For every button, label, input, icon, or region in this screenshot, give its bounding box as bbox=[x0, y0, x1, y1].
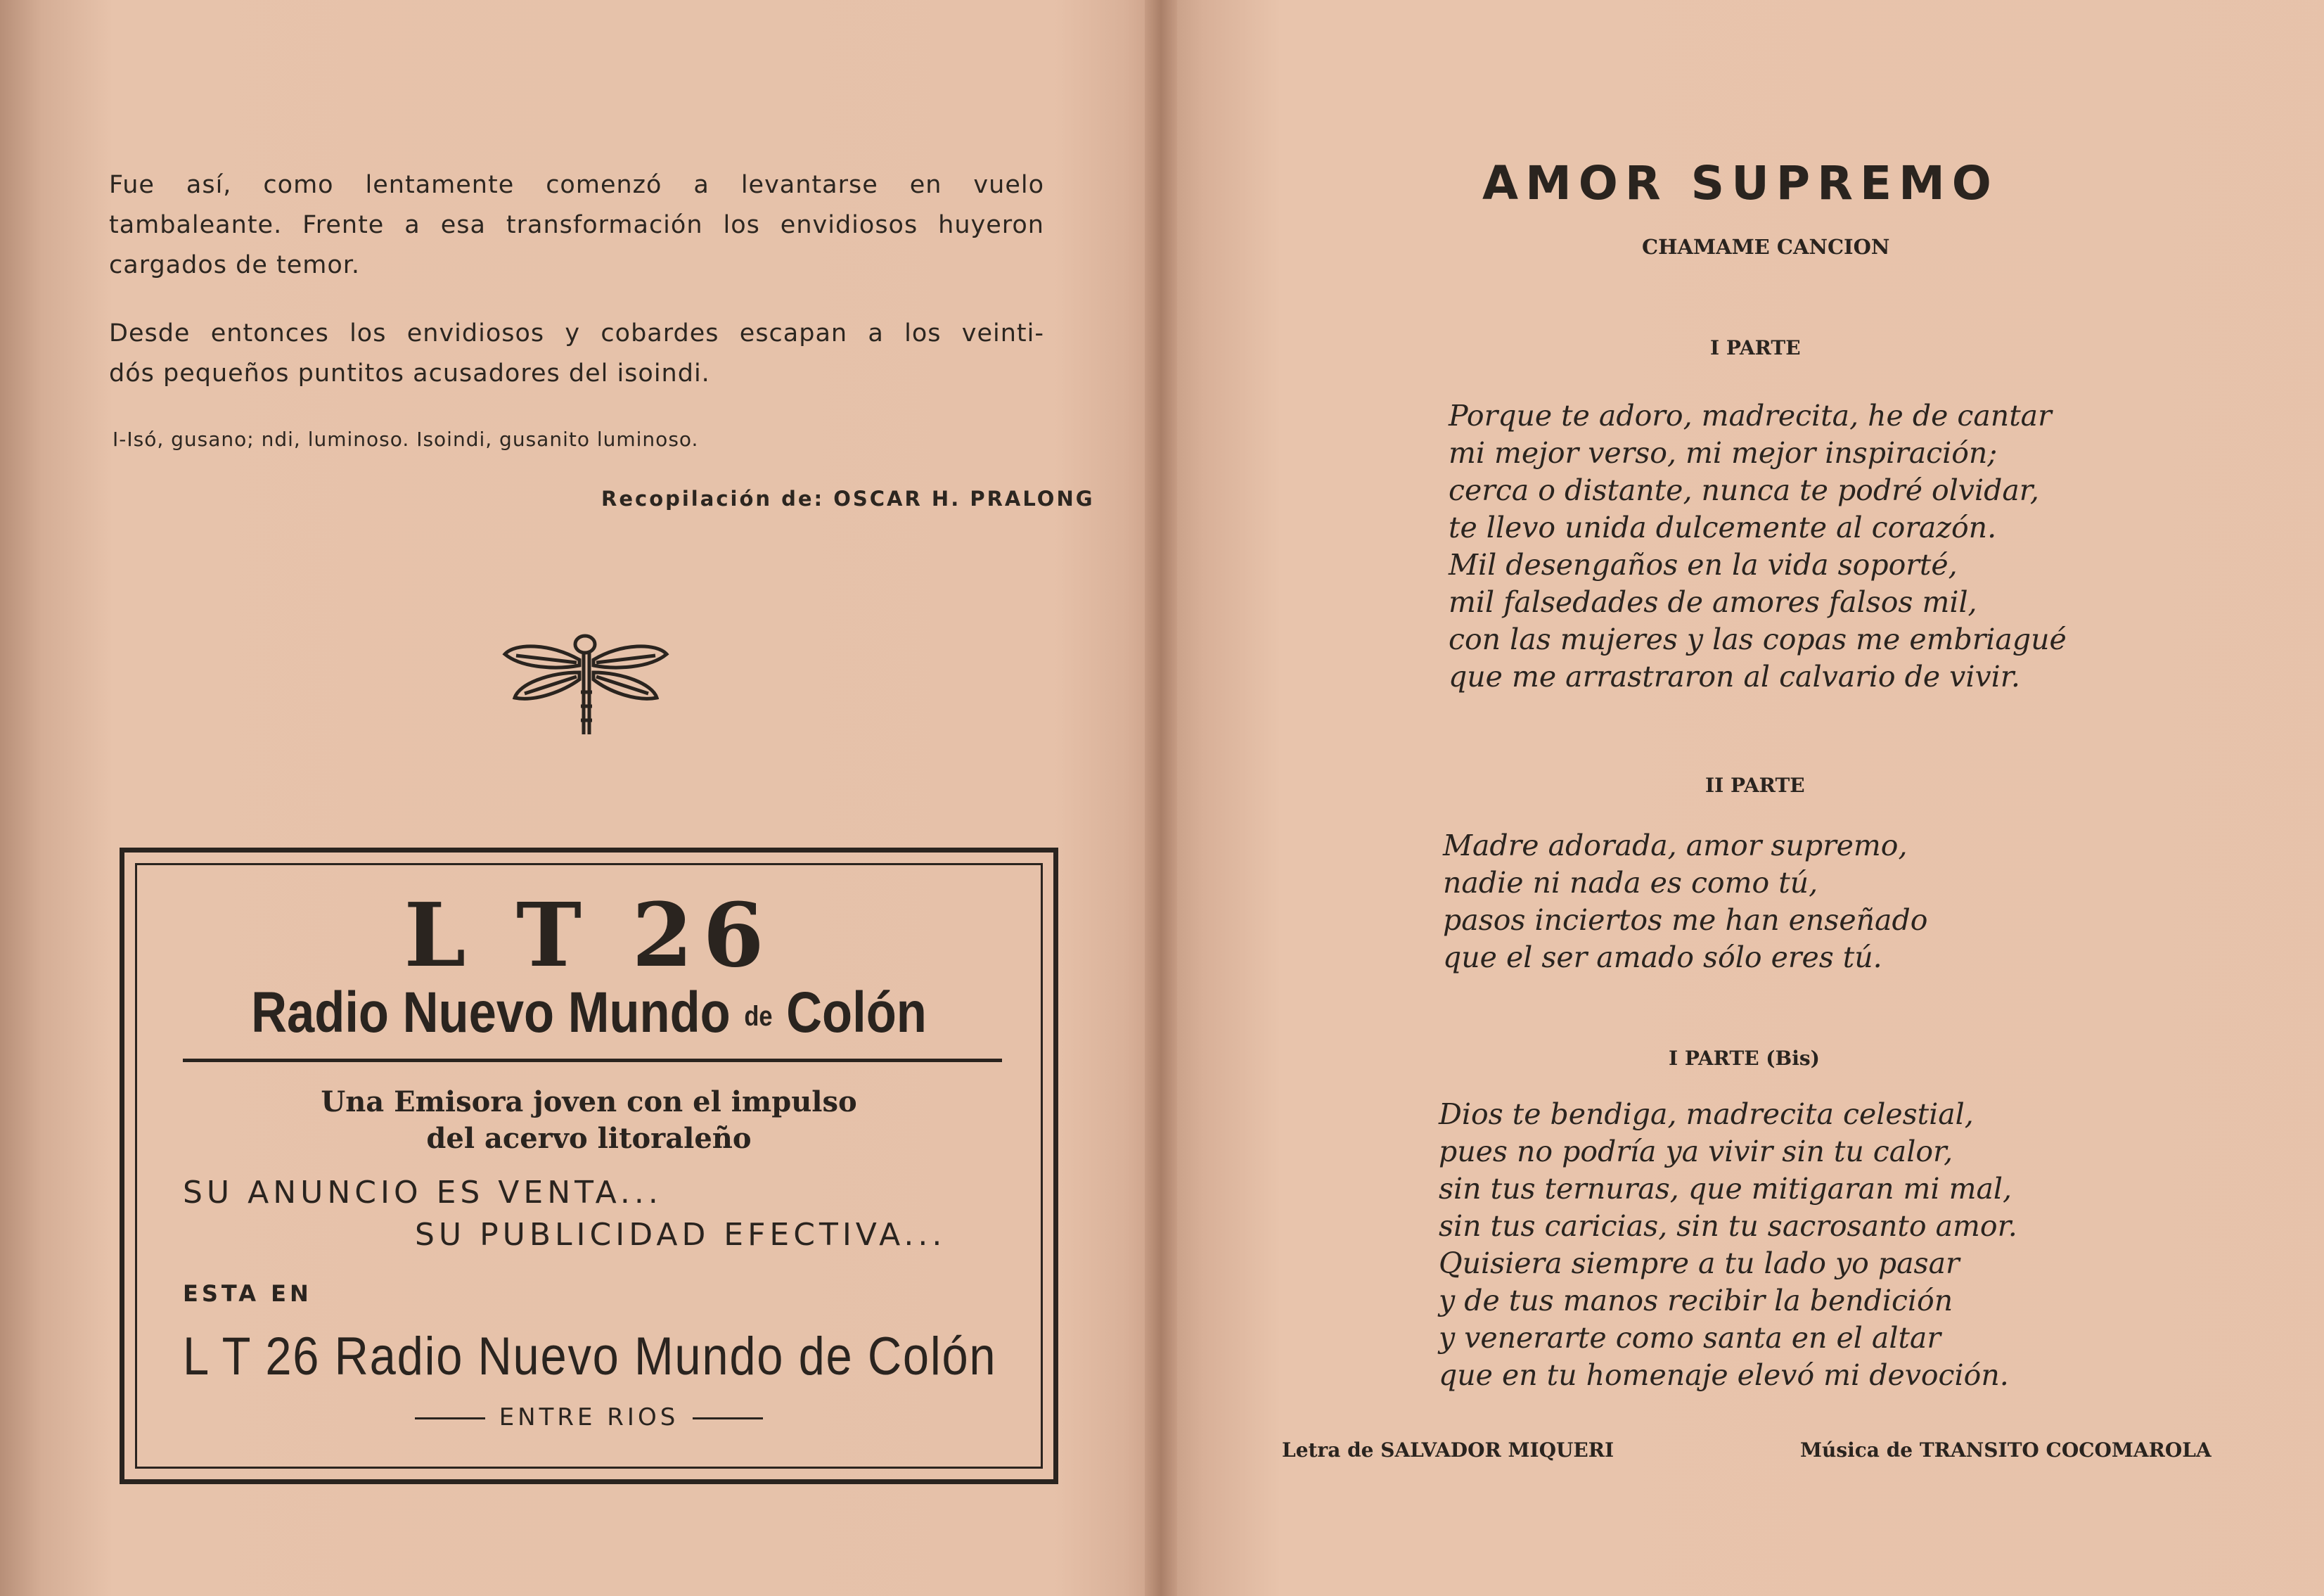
ad-region-dash-left bbox=[415, 1417, 485, 1419]
verse-line: que me arrastraron al calvario de vivir. bbox=[1449, 660, 2020, 694]
verse-line: y de tus manos recibir la bendición bbox=[1439, 1284, 1953, 1317]
verse-line: Mil desengaños en la vida soporté, bbox=[1449, 548, 1958, 582]
ad-tagline-2: del acervo litoraleño bbox=[426, 1122, 752, 1155]
verse-line: pues no podría ya vivir sin tu calor, bbox=[1439, 1135, 1953, 1168]
ad-station-name bbox=[185, 980, 992, 1046]
compilation-credit: Recopilación de: OSCAR H. PRALONG bbox=[601, 487, 1095, 511]
ad-region-label: ENTRE RIOS bbox=[499, 1403, 679, 1431]
verse-line: Porque te adoro, madrecita, he de cantar bbox=[1449, 399, 2052, 433]
verse-line: Quisiera siempre a tu lado yo pasar bbox=[1439, 1246, 1960, 1280]
verse-line: sin tus caricias, sin tu sacrosanto amor. bbox=[1439, 1209, 2017, 1243]
verse-line: cerca o distante, nunca te podré olvidar, bbox=[1449, 473, 2039, 507]
verse-line: Dios te bendiga, madrecita celestial, bbox=[1439, 1097, 1974, 1131]
ad-esta-en: ESTA EN bbox=[183, 1280, 312, 1307]
music-credit: Música de TRANSITO COCOMAROLA bbox=[1800, 1438, 2211, 1462]
verse-line: que en tu homenaje elevó mi devoción. bbox=[1439, 1358, 2009, 1392]
ad-tagline-1: Una Emisora joven con el impulso bbox=[321, 1085, 857, 1118]
verse-line: pasos inciertos me han enseñado bbox=[1443, 903, 1928, 937]
verse-line: mil falsedades de amores falsos mil, bbox=[1449, 585, 1977, 619]
verse-line: te llevo unida dulcemente al corazón. bbox=[1449, 511, 1997, 544]
story-line: dós pequeños puntitos acusadores del isoindi. bbox=[109, 359, 710, 388]
song-title: AMOR SUPREMO bbox=[1482, 156, 1998, 210]
stanza-3 bbox=[1439, 1096, 2017, 1394]
footnote: I-Isó, gusano; ndi, luminoso. Isoindi, gusanito luminoso. bbox=[113, 428, 699, 451]
radio-advertisement bbox=[120, 848, 1058, 1484]
verse-line: sin tus ternuras, que mitigaran mi mal, bbox=[1439, 1172, 2012, 1206]
story-line: tambaleante. Frente a esa transformación los envidiosos huyeron bbox=[109, 211, 1044, 239]
ad-call-sign: L T 26 bbox=[404, 884, 774, 987]
lyrics-credit: Letra de SALVADOR MIQUERI bbox=[1282, 1438, 1614, 1462]
verse-line: Madre adorada, amor supremo, bbox=[1443, 829, 1908, 862]
ad-region-dash-right bbox=[693, 1417, 763, 1419]
story-paragraph-1 bbox=[109, 165, 1044, 286]
verse-line: mi mejor verso, mi mejor inspiración; bbox=[1449, 436, 1998, 470]
ad-divider bbox=[183, 1059, 1002, 1062]
stanza-1 bbox=[1449, 397, 2067, 696]
dragonfly-icon bbox=[501, 629, 669, 741]
ad-slogan-1: SU ANUNCIO ES VENTA... bbox=[183, 1175, 662, 1211]
book-gutter bbox=[1145, 0, 1177, 1596]
part-label-2: II PARTE bbox=[1705, 774, 1805, 797]
part-label-1: I PARTE bbox=[1710, 336, 1801, 359]
ad-station-name-connector: de bbox=[744, 1000, 773, 1032]
verse-line: con las mujeres y las copas me embriagué bbox=[1449, 623, 2067, 656]
verse-line: y venerarte como santa en el altar bbox=[1439, 1321, 1941, 1355]
stanza-2 bbox=[1443, 827, 1927, 976]
part-label-3: I PARTE (Bis) bbox=[1669, 1047, 1820, 1070]
ad-station-name-part2: Colón bbox=[786, 981, 927, 1045]
ad-slogan-2: SU PUBLICIDAD EFECTIVA... bbox=[415, 1217, 946, 1253]
story-line: Desde entonces los envidiosos y cobardes escapan a los veinti- bbox=[109, 319, 1044, 347]
ad-contact-line: L T 26 Radio Nuevo Mundo de Colón bbox=[183, 1327, 997, 1386]
story-paragraph-2 bbox=[109, 314, 1044, 394]
ad-region bbox=[120, 1403, 1058, 1431]
story-line: Fue así, como lentamente comenzó a levantarse en vuelo bbox=[109, 171, 1044, 199]
ad-station-name-part1: Radio Nuevo Mundo bbox=[251, 981, 731, 1045]
verse-line: nadie ni nada es como tú, bbox=[1443, 866, 1818, 900]
story-line: cargados de temor. bbox=[109, 251, 361, 279]
song-subtitle: CHAMAME CANCION bbox=[1642, 235, 1890, 259]
verse-line: que el ser amado sólo eres tú. bbox=[1443, 940, 1882, 974]
